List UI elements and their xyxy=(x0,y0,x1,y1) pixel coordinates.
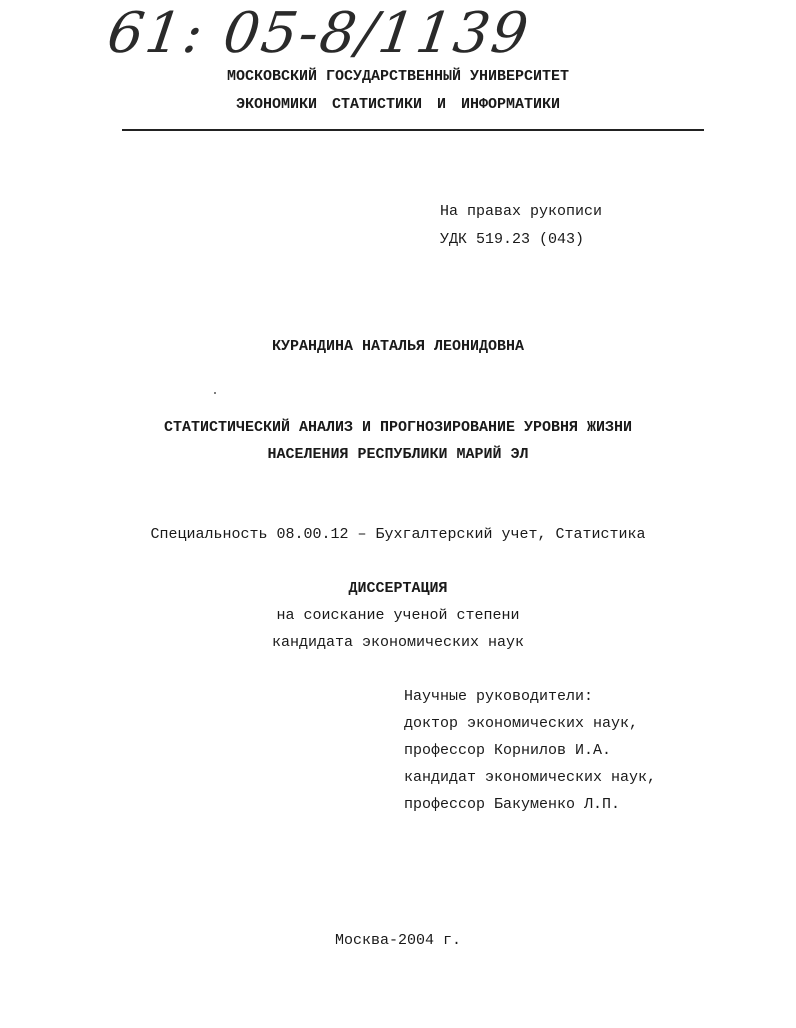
degree-purpose-line2: кандидата экономических наук xyxy=(271,634,525,651)
specialty-line: Специальность 08.00.12 – Бухгалтерский учет, Статистика xyxy=(150,526,646,543)
degree-purpose-line1: на соискание ученой степени xyxy=(276,607,520,624)
university-name-line1: МОСКОВСКИЙ ГОСУДАРСТВЕННЫЙ УНИВЕРСИТЕТ xyxy=(226,68,570,85)
university-name-line2: ЭКОНОМИКИ СТАТИСТИКИ И ИНФОРМАТИКИ xyxy=(235,96,561,113)
handwritten-catalog-number: 61: 05-8/1139 xyxy=(103,1,534,66)
supervisor-line: профессор Бакуменко Л.П. xyxy=(404,796,621,813)
dissertation-title-line1: СТАТИСТИЧЕСКИЙ АНАЛИЗ И ПРОГНОЗИРОВАНИЕ УРОВНЯ ЖИЗНИ xyxy=(163,419,633,436)
header-divider xyxy=(122,129,704,131)
supervisor-line: доктор экономических наук, xyxy=(404,715,639,732)
supervisor-line: профессор Корнилов И.А. xyxy=(404,742,612,759)
supervisors-heading: Научные руководители: xyxy=(404,688,594,705)
manuscript-rights-label: На правах рукописи xyxy=(440,203,603,220)
thesis-type: ДИССЕРТАЦИЯ xyxy=(348,580,448,597)
udk-code: УДК 519.23 (043) xyxy=(440,231,585,248)
dissertation-title-line2: НАСЕЛЕНИЯ РЕСПУБЛИКИ МАРИЙ ЭЛ xyxy=(267,446,529,463)
scan-speck xyxy=(214,392,216,394)
author-name: КУРАНДИНА НАТАЛЬЯ ЛЕОНИДОВНА xyxy=(271,338,525,355)
supervisor-line: кандидат экономических наук, xyxy=(404,769,657,786)
city-year: Москва-2004 г. xyxy=(334,932,462,949)
